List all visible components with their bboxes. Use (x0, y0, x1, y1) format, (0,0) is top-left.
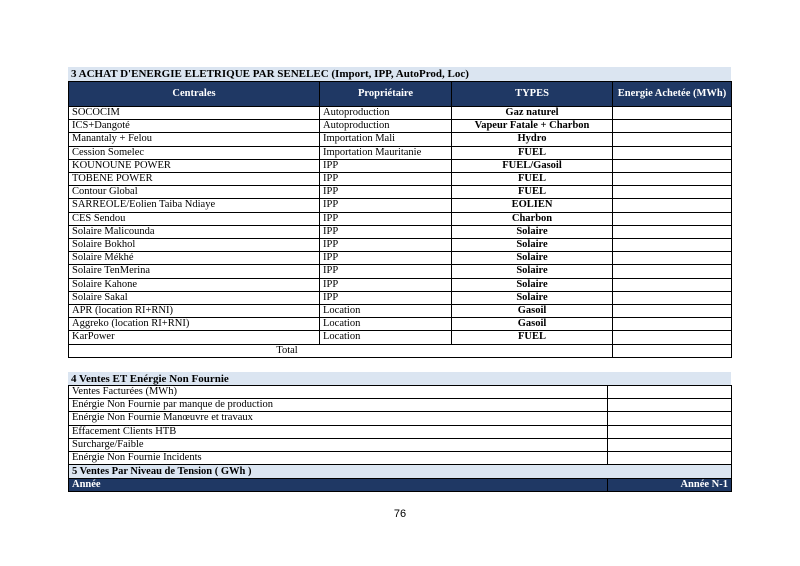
proprietaire-cell: IPP (320, 252, 452, 265)
table-row (69, 291, 732, 304)
sales-value-cell (608, 452, 732, 465)
sales-value-cell (608, 412, 732, 425)
sales-label-cell: Ventes Facturées (MWh) (69, 386, 608, 399)
table-row (69, 225, 732, 238)
proprietaire-cell: Location (320, 331, 452, 344)
energie-cell (613, 107, 732, 120)
energie-cell (613, 265, 732, 278)
table-row (69, 146, 732, 159)
table-row (69, 252, 732, 265)
centrale-cell: KarPower (69, 331, 320, 344)
table-row (69, 265, 732, 278)
centrale-cell: Manantaly + Felou (69, 133, 320, 146)
table-row (69, 159, 732, 172)
energie-cell (613, 173, 732, 186)
type-cell: Gaz naturel (452, 107, 613, 120)
table-row (69, 305, 732, 318)
proprietaire-cell: Importation Mauritanie (320, 146, 452, 159)
sales-label-cell: Enérgie Non Fournie Manœuvre et travaux (69, 412, 608, 425)
energie-cell (613, 239, 732, 252)
energie-cell (613, 291, 732, 304)
centrale-cell: Solaire TenMerina (69, 265, 320, 278)
table-row (69, 186, 732, 199)
table-row (69, 120, 732, 133)
table-row (69, 239, 732, 252)
proprietaire-cell: Location (320, 305, 452, 318)
purchase-table (68, 81, 732, 358)
proprietaire-cell: IPP (320, 291, 452, 304)
type-cell: Gasoil (452, 305, 613, 318)
energie-cell (613, 120, 732, 133)
centrale-cell: CES Sendou (69, 212, 320, 225)
section3-title: 3 ACHAT D'ENERGIE ELETRIQUE PAR SENELEC (Import, IPP, AutoProd, Loc) (68, 67, 731, 81)
table-row (69, 438, 732, 451)
sales-label-cell: Surcharge/Faible (69, 438, 608, 451)
centrale-cell: Solaire Malicounda (69, 225, 320, 238)
centrale-cell: KOUNOUNE POWER (69, 159, 320, 172)
table-row (69, 278, 732, 291)
sales-label-cell: Enérgie Non Fournie par manque de production (69, 399, 608, 412)
type-cell: FUEL (452, 186, 613, 199)
type-cell: Solaire (452, 291, 613, 304)
table-row (69, 452, 732, 465)
table-row (69, 318, 732, 331)
table-row (69, 133, 732, 146)
centrale-cell: Contour Global (69, 186, 320, 199)
section4-title: 4 Ventes ET Enérgie Non Fournie (68, 372, 731, 386)
energie-cell (613, 159, 732, 172)
table-row (69, 173, 732, 186)
energie-cell (613, 305, 732, 318)
proprietaire-cell: IPP (320, 186, 452, 199)
centrale-cell: Cession Somelec (69, 146, 320, 159)
type-cell: Charbon (452, 212, 613, 225)
energie-cell (613, 278, 732, 291)
type-cell: Solaire (452, 252, 613, 265)
energie-cell (613, 252, 732, 265)
type-cell: EOLIEN (452, 199, 613, 212)
table-row (69, 107, 732, 120)
energie-cell (613, 225, 732, 238)
total-value (613, 344, 732, 357)
type-cell: Solaire (452, 265, 613, 278)
type-cell: FUEL/Gasoil (452, 159, 613, 172)
header-centrales: Centrales (69, 82, 320, 107)
centrale-cell: APR (location RI+RNI) (69, 305, 320, 318)
energie-cell (613, 186, 732, 199)
table-row (69, 399, 732, 412)
energie-cell (613, 146, 732, 159)
type-cell: FUEL (452, 146, 613, 159)
centrale-cell: SARREOLE/Eolien Taiba Ndiaye (69, 199, 320, 212)
table-row (69, 212, 732, 225)
energie-cell (613, 212, 732, 225)
table-row (69, 425, 732, 438)
table-row (69, 199, 732, 212)
centrale-cell: SOCOCIM (69, 107, 320, 120)
header-proprietaire: Propriétaire (320, 82, 452, 107)
proprietaire-cell: IPP (320, 265, 452, 278)
centrale-cell: Solaire Bokhol (69, 239, 320, 252)
type-cell: FUEL (452, 173, 613, 186)
energie-cell (613, 133, 732, 146)
page-number: 76 (393, 508, 407, 520)
table-row (69, 386, 732, 399)
proprietaire-cell: Location (320, 318, 452, 331)
sales-table (68, 385, 732, 492)
proprietaire-cell: IPP (320, 199, 452, 212)
type-cell: Gasoil (452, 318, 613, 331)
sales-value-cell (608, 425, 732, 438)
centrale-cell: Aggreko (location RI+RNI) (69, 318, 320, 331)
centrale-cell: TOBENE POWER (69, 173, 320, 186)
annee-header: Année (69, 479, 608, 492)
energie-cell (613, 331, 732, 344)
proprietaire-cell: IPP (320, 239, 452, 252)
energie-cell (613, 199, 732, 212)
total-label: Total (69, 344, 613, 357)
centrale-cell: Solaire Mékhé (69, 252, 320, 265)
table-row (69, 331, 732, 344)
header-energie-achetee: Energie Achetée (MWh) (613, 82, 732, 107)
proprietaire-cell: IPP (320, 225, 452, 238)
proprietaire-cell: Autoproduction (320, 107, 452, 120)
section5-title: 5 Ventes Par Niveau de Tension ( GWh ) (69, 465, 732, 479)
proprietaire-cell: IPP (320, 278, 452, 291)
proprietaire-cell: Autoproduction (320, 120, 452, 133)
annee-n1-header: Année N-1 (608, 479, 732, 492)
sales-value-cell (608, 399, 732, 412)
centrale-cell: ICS+Dangoté (69, 120, 320, 133)
centrale-cell: Solaire Kahone (69, 278, 320, 291)
proprietaire-cell: IPP (320, 159, 452, 172)
centrale-cell: Solaire Sakal (69, 291, 320, 304)
sales-value-cell (608, 438, 732, 451)
type-cell: Vapeur Fatale + Charbon (452, 120, 613, 133)
proprietaire-cell: IPP (320, 173, 452, 186)
sales-label-cell: Effacement Clients HTB (69, 425, 608, 438)
proprietaire-cell: IPP (320, 212, 452, 225)
sales-value-cell (608, 386, 732, 399)
total-row (69, 344, 732, 357)
sales-label-cell: Enérgie Non Fournie Incidents (69, 452, 608, 465)
type-cell: Solaire (452, 278, 613, 291)
type-cell: Solaire (452, 239, 613, 252)
table-row (69, 412, 732, 425)
energie-cell (613, 318, 732, 331)
type-cell: FUEL (452, 331, 613, 344)
type-cell: Hydro (452, 133, 613, 146)
header-types: TYPES (452, 82, 613, 107)
proprietaire-cell: Importation Mali (320, 133, 452, 146)
type-cell: Solaire (452, 225, 613, 238)
